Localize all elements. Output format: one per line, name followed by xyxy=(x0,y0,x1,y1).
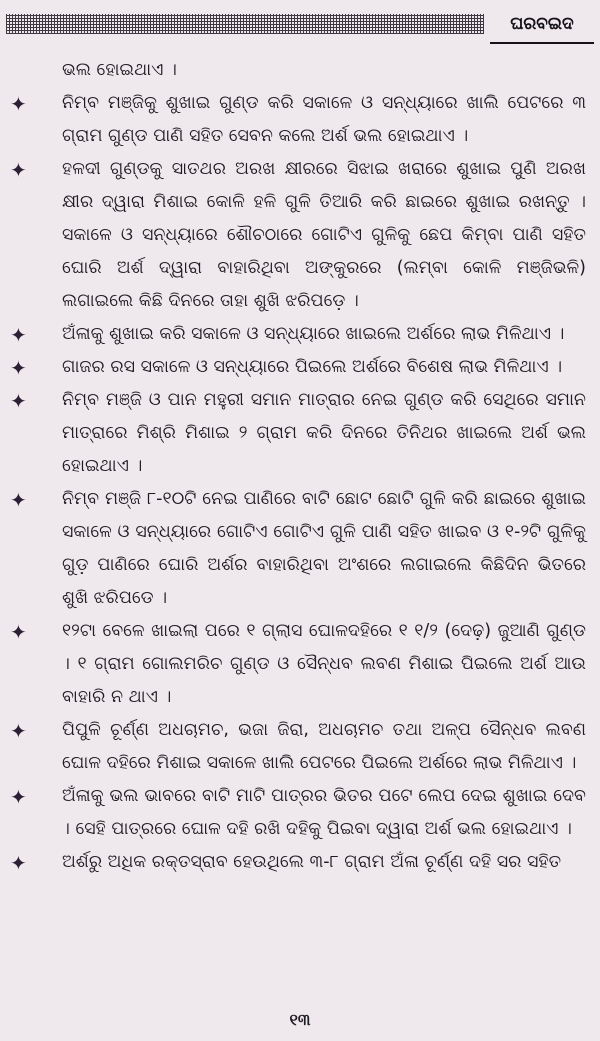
four-point-star-icon: ✦ xyxy=(10,785,27,809)
item-text: ନିମ୍ବ ମଞ୍ଜି ଓ ପାନ ମହୁରୀ ସମାନ ମାତ୍ରାର ନେଇ ଗୁଣ୍ଡ କରି ସେଥିରେ ସମାନ ମାତ୍ରାରେ ମିଶ୍ରି ମିଶାଇ ୨ ଗ୍ରାମ କରି ଦିନରେ ତିନିଥର ଖାଇଲେ ଅର୍ଶ ଭଲ ହୋଇଥାଏ । xyxy=(62,390,586,476)
list-item xyxy=(0,714,600,780)
list-item xyxy=(0,483,600,615)
list-item xyxy=(0,615,600,714)
list-item xyxy=(0,846,600,879)
intro-line: ଭଲ ହୋଇଥାଏ । xyxy=(62,60,177,80)
item-text: ହଳଦୀ ଗୁଣ୍ଡକୁ ସାତଥର ଅରଖ କ୍ଷୀରରେ ସିଝାଇ ଖରାରେ ଶୁଖାଇ ପୁଣି ଅରଖ କ୍ଷୀର ଦ୍ୱାରା ମିଶାଇ କୋଳି ହଳି ଗୁଳି ତିଆରି କରି ଛାଇରେ ଶୁଖାଇ ରଖନ୍ତୁ । ସକାଳେ ଓ ସନ୍ଧ୍ୟାରେ ଶୌଚଠାରେ ଗୋଟିଏ ଗୁଳିକୁ ଛେପ କିମ୍ବା ପାଣି ସହିତ ଘୋରି ଅର୍ଶ ଦ୍ୱାରା ବାହାରିଥିବା ଅଙ୍କୁରରେ (ଲମ୍ବା କୋଳି ମଞ୍ଜିଭଳି) ଲଗାଇଲେ କିଛି ଦିନରେ ତାହା ଶୁଖି ଝରିପଡ଼େ । xyxy=(62,159,586,311)
item-text: ଅଁଳାକୁ ଶୁଖାଇ କରି ସକାଳେ ଓ ସନ୍ଧ୍ୟାରେ ଖାଇଲେ ଅର୍ଶରେ ଲାଭ ମିଳିଥାଏ । xyxy=(62,324,565,344)
item-text: ୧୨ଟା ବେଳେ ଖାଇଲା ପରେ ୧ ଗ୍ଲାସ ଘୋଳଦହିରେ ୧ ୧/୨ (ଦେଢ଼) ଜୁଆଣି ଗୁଣ୍ଡ । ୧ ଗ୍ରାମ ଗୋଲମରିଚ ଗୁଣ୍ଡ ଓ ସୈନ୍ଧବ ଲବଣ ମିଶାଇ ପିଇଲେ ଅର୍ଶ ଆଉ ବାହାରି ନ ଥାଏ । xyxy=(62,621,586,707)
header-title: ଘରବଇଦ xyxy=(490,6,594,44)
list-item xyxy=(0,780,600,846)
four-point-star-icon: ✦ xyxy=(10,158,27,182)
list-item xyxy=(0,153,600,318)
page-header xyxy=(0,0,600,44)
list-item xyxy=(0,351,600,384)
four-point-star-icon: ✦ xyxy=(10,488,27,512)
item-text: ଗାଜର ରସ ସକାଳେ ଓ ସନ୍ଧ୍ୟାରେ ପିଇଲେ ଅର୍ଶରେ ବିଶେଷ ଲାଭ ମିଳିଥାଏ । xyxy=(62,357,563,377)
four-point-star-icon: ✦ xyxy=(10,851,27,875)
list-item xyxy=(0,384,600,483)
four-point-star-icon: ✦ xyxy=(10,719,27,743)
item-text: ନିମ୍ବ ମଞ୍ଜି ୮-୧୦ଟି ନେଇ ପାଣିରେ ବାଟି ଛୋଟ ଛୋଟି ଗୁଳି କରି ଛାଇରେ ଶୁଖାଇ ସକାଳେ ଓ ସନ୍ଧ୍ୟାରେ ଗୋଟିଏ ଗୋଟିଏ ଗୁଳି ପାଣି ସହିତ ଖାଇବ ଓ ୧-୨ଟି ଗୁଳିକୁ ଗୁଡ଼ ପାଣିରେ ଘୋରି ଅର୍ଶର ବାହାରିଥିବା ଅଂଶରେ ଲଗାଇଲେ କିଛିଦିନ ଭିତରେ ଶୁଖି ଝରିପଡେ । xyxy=(62,489,586,608)
four-point-star-icon: ✦ xyxy=(10,356,27,380)
item-text: ଅଁଳାକୁ ଭଲ ଭାବରେ ବାଟି ମାଟି ପାତ୍ରର ଭିତର ପଟେ ଲେପ ଦେଇ ଶୁଖାଇ ଦେବ । ସେହି ପାତ୍ରରେ ଘୋଳ ଦହି ରଖି ଦହିକୁ ପିଇବା ଦ୍ୱାରା ଅର୍ଶ ଭଲ ହୋଇଥାଏ । xyxy=(62,786,586,839)
item-text: ଅର୍ଶରୁ ଅଧିକ ରକ୍ତସ୍ରାବ ହେଉଥିଲେ ୩-୮ ଗ୍ରାମ ଅଁଳା ଚୂର୍ଣ୍ଣ ଦହି ସର ସହିତ xyxy=(62,852,562,872)
four-point-star-icon: ✦ xyxy=(10,620,27,644)
item-text: ନିମ୍ବ ମଞ୍ଜିକୁ ଶୁଖାଇ ଗୁଣ୍ଡ କରି ସକାଳେ ଓ ସନ୍ଧ୍ୟାରେ ଖାଲି ପେଟରେ ୩ ଗ୍ରାମ ଗୁଣ୍ଡ ପାଣି ସହିତ ସେବନ କଲେ ଅର୍ଶ ଭଲ ହୋଇଥାଏ । xyxy=(62,93,586,146)
main-content xyxy=(0,54,600,879)
list-item xyxy=(0,87,600,153)
four-point-star-icon: ✦ xyxy=(10,323,27,347)
four-point-star-icon: ✦ xyxy=(10,92,27,116)
four-point-star-icon: ✦ xyxy=(10,389,27,413)
list-item xyxy=(0,318,600,351)
page-number: ୧୩ xyxy=(289,1010,311,1029)
hatched-rule xyxy=(6,14,484,34)
item-text: ପିପୁଳି ଚୂର୍ଣ୍ଣ ଅଧଚାମଚ, ଭଜା ଜିରା, ଅଧଚାମଚ ତଥା ଅଳ୍ପ ସୈନ୍ଧବ ଲବଣ ଘୋଳ ଦହିରେ ମିଶାଇ ସକାଳେ ଖାଲି ପେଟରେ ପିଇଲେ ଅର୍ଶରେ ଲାଭ ମିଳିଥାଏ । xyxy=(62,720,586,773)
